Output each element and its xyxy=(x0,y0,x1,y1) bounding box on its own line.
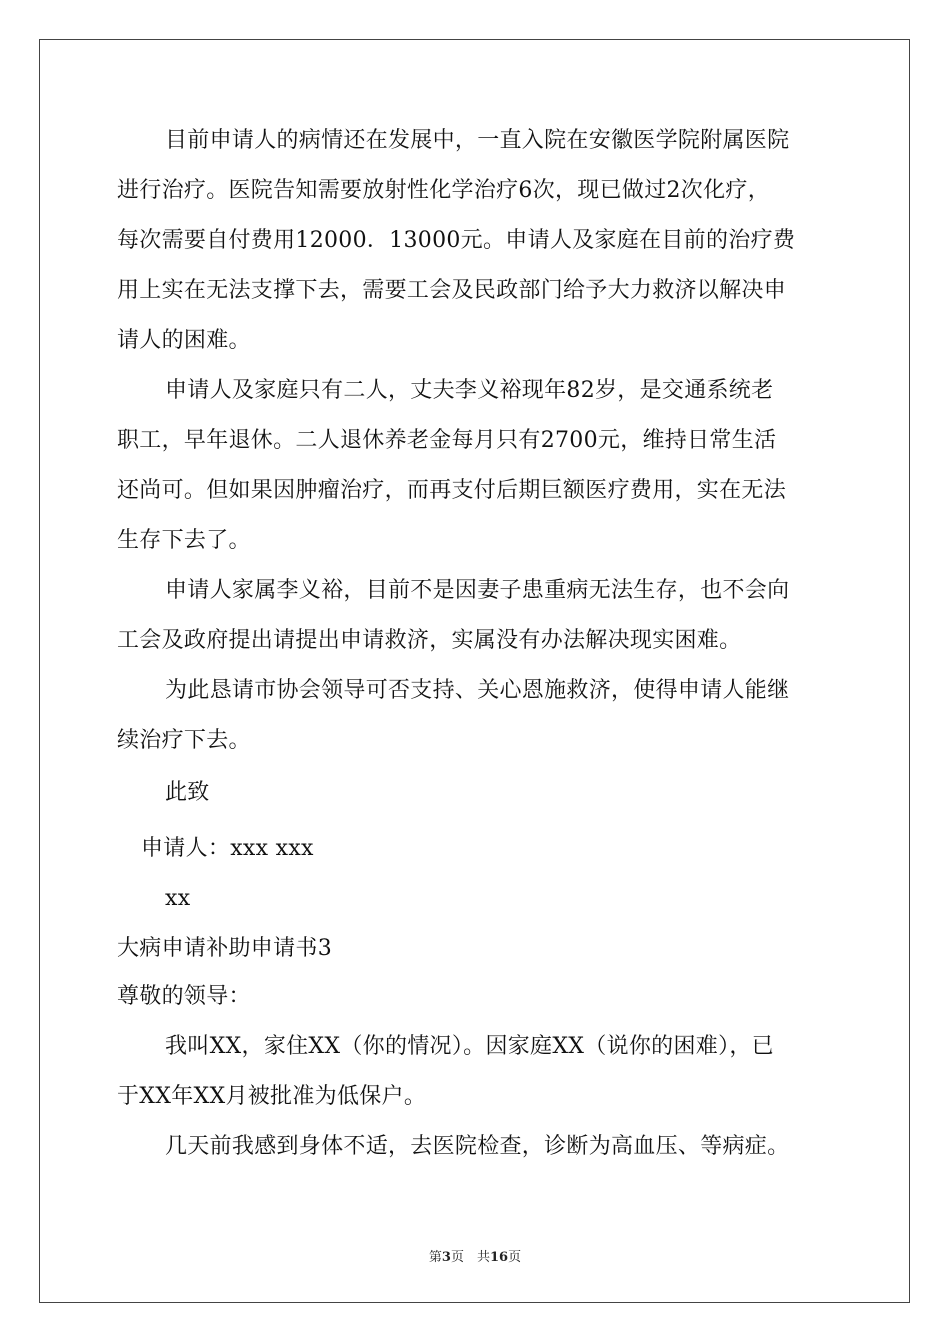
total-page-count: 16 xyxy=(489,1250,509,1265)
paragraph-2-line-2: 职工，早年退休。二人退休养老金每月只有2700元，维持日常生活 xyxy=(117,428,777,453)
paragraph-4-line-2: 续治疗下去。 xyxy=(117,728,251,753)
applicant-signature: 申请人：xxx xxx xyxy=(141,836,314,861)
paragraph-5-line-2: 于XX年XX月被批准为低保户。 xyxy=(117,1084,427,1109)
current-page-number: 3 xyxy=(441,1250,451,1265)
paragraph-3-line-2: 工会及政府提出请提出申请救济，实属没有办法解决现实困难。 xyxy=(117,628,742,653)
paragraph-1-line-1: 目前申请人的病情还在发展中，一直入院在安徽医学院附属医院 xyxy=(165,128,790,153)
paragraph-1-line-3: 每次需要自付费用12000．13000元。申请人及家庭在目前的治疗费 xyxy=(117,228,796,253)
page-label-mid: 页 共 xyxy=(450,1250,490,1265)
page-label-prefix: 第 xyxy=(428,1250,442,1265)
page-footer xyxy=(0,1246,950,1265)
paragraph-1-line-4: 用上实在无法支撑下去，需要工会及民政部门给予大力救济以解决申 xyxy=(117,278,787,303)
closing-salutation: 此致 xyxy=(165,780,210,805)
signature-date: xx xyxy=(165,886,191,911)
greeting: 尊敬的领导： xyxy=(117,984,251,1009)
page-label-suffix: 页 xyxy=(508,1250,522,1265)
paragraph-1-line-2: 进行治疗。医院告知需要放射性化学治疗6次，现已做过2次化疗， xyxy=(117,178,770,203)
paragraph-5-line-1: 我叫XX，家住XX（你的情况）。因家庭XX（说你的困难），已 xyxy=(165,1034,774,1059)
section-title: 大病申请补助申请书3 xyxy=(117,936,332,961)
paragraph-2-line-1: 申请人及家庭只有二人，丈夫李义裕现年82岁，是交通系统老 xyxy=(165,378,774,403)
paragraph-2-line-4: 生存下去了。 xyxy=(117,528,251,553)
paragraph-2-line-3: 还尚可。但如果因肿瘤治疗，而再支付后期巨额医疗费用，实在无法 xyxy=(117,478,787,503)
paragraph-3-line-1: 申请人家属李义裕，目前不是因妻子患重病无法生存，也不会向 xyxy=(165,578,790,603)
paragraph-4-line-1: 为此恳请市协会领导可否支持、关心恩施救济，使得申请人能继 xyxy=(165,678,790,703)
paragraph-6-line-1: 几天前我感到身体不适，去医院检查，诊断为高血压、等病症。 xyxy=(165,1134,790,1159)
paragraph-1-line-5: 请人的困难。 xyxy=(117,328,251,353)
